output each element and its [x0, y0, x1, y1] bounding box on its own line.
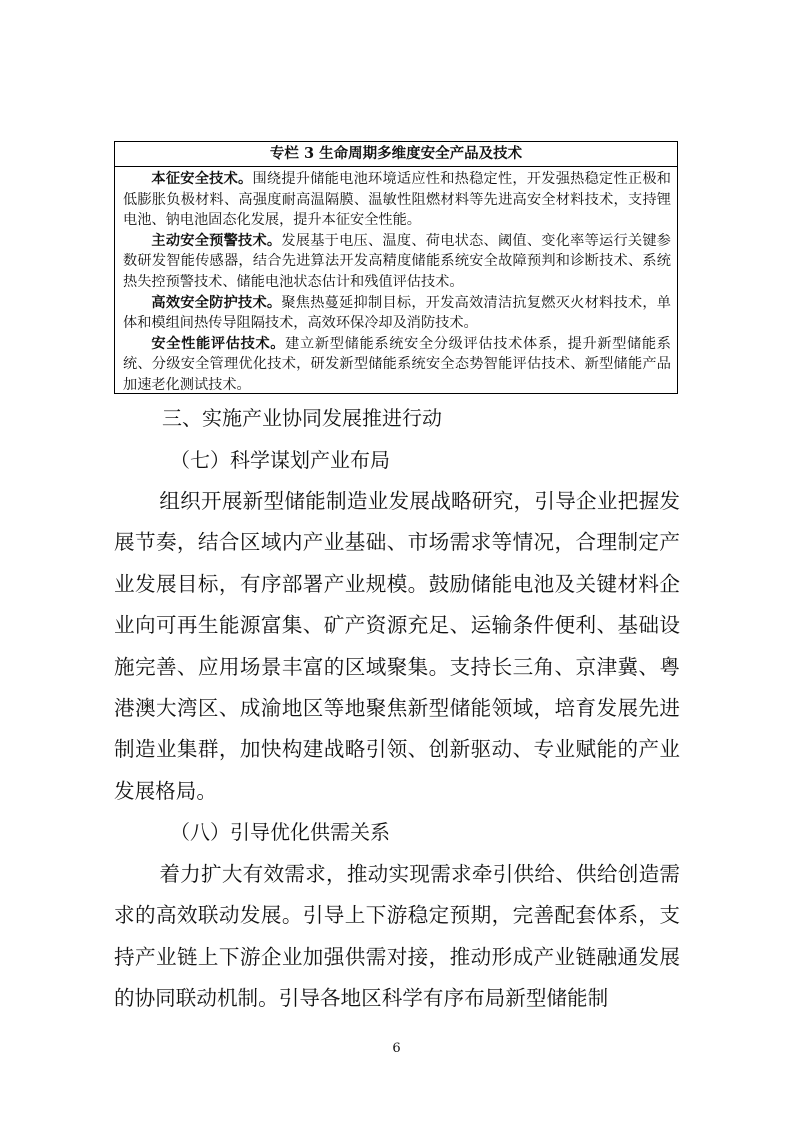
- box-entry: [123, 334, 671, 396]
- entry-text: 围绕提升储能电池环境适应性和热稳定性，开发强热稳定性正极和低膨胀负极材料、高强度耐高温隔膜、温敏性阻燃材料等先进高安全材料技术，支持锂电池、钠电池固态化发展，提升本征安全性能。: [123, 171, 671, 229]
- box-title: 专栏 3 生命周期多维度安全产品及技术: [115, 142, 677, 167]
- entry-text: 建立新型储能系统安全分级评估技术体系，提升新型储能系统、分级安全管理优化技术，研发新型储能系统安全态势智能评估技术、新型储能产品加速老化测试技术。: [123, 335, 671, 393]
- box-entry: [123, 231, 671, 293]
- box-entry: [123, 293, 671, 334]
- entry-term: 本征安全技术。: [151, 171, 253, 187]
- entry-term: 高效安全防护技术。: [151, 294, 282, 311]
- entry-text: 发展基于电压、温度、荷电状态、阈值、变化率等运行关键参数研发智能传感器，结合先进算法开发高精度储能系统安全故障预判和诊断技术、系统热失控预警技术、储能电池状态估计和残值评估技术。: [123, 232, 671, 290]
- entry-term: 安全性能评估技术。: [151, 335, 286, 352]
- sidebar-box: [114, 141, 678, 394]
- subsection-heading-8: （八）引导优化供需关系: [170, 820, 390, 844]
- entry-term: 主动安全预警技术。: [151, 232, 282, 249]
- box-entry: [123, 169, 671, 231]
- page-number: 6: [392, 1041, 401, 1056]
- body-paragraph-8: 着力扩大有效需求，推动实现需求牵引供给、供给创造需求的高效联动发展。引导上下游稳定预期，完善配套体系，支持产业链上下游企业加强供需对接，推动形成产业链融通发展的协同联动机制。引导各地区科学有序布局新型储能制: [114, 862, 680, 1011]
- subsection-heading-7: （七）科学谋划产业布局: [170, 448, 390, 472]
- body-paragraph-7: 组织开展新型储能制造业发展战略研究，引导企业把握发展节奏，结合区域内产业基础、市场需求等情况，合理制定产业发展目标，有序部署产业规模。鼓励储能电池及关键材料企业向可再生能源富集、矿产资源充足、运输条件便利、基础设施完善、应用场景丰富的区域聚集。支持长三角、京津冀、粤港澳大湾区、成渝地区等地聚焦新型储能领域，培育发展先进制造业集群，加快构建战略引领、创新驱动、专业赋能的产业发展格局。: [114, 489, 680, 803]
- section-heading: 三、实施产业协同发展推进行动: [162, 406, 442, 430]
- entry-text: 聚焦热蔓延抑制目标，开发高效清洁抗复燃灭火材料技术，单体和模组间热传导阻隔技术，高效环保冷却及消防技术。: [123, 294, 671, 332]
- box-body: [115, 167, 677, 396]
